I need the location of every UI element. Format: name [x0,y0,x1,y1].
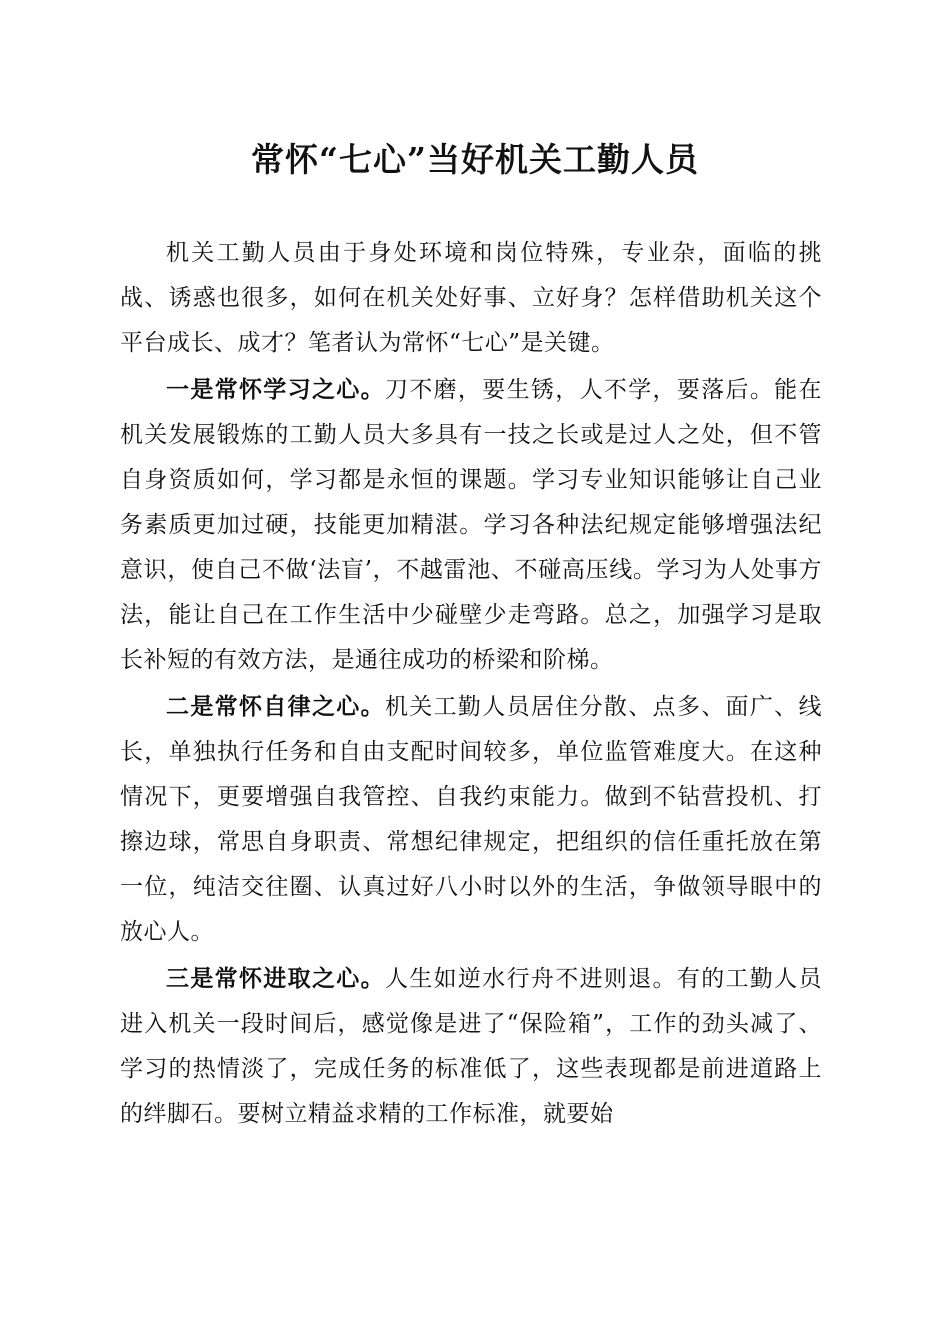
paragraph-text: 人生如逆水行舟不进则退。有的工勤人员进入机关一段时间后，感觉像是进了“保险箱”，工作的劲头减了、学习的热情淡了，完成任务的标准低了，这些表现都是前进道路上的绊脚石。要树立精益求精的工作标准，就要始 [120,966,823,1127]
paragraph-lead: 二是常怀自律之心。 [166,693,385,720]
paragraph-lead: 三是常怀进取之心。 [166,965,385,992]
paragraph-learning [120,367,822,683]
paragraph-text: 机关工勤人员由于身处环境和岗位特殊，专业杂，面临的挑战、诱惑也很多，如何在机关处好事、立好身？怎样借助机关这个平台成长、成才？笔者认为常怀“七心”是关键。 [120,240,822,356]
document-body [120,230,822,1137]
page-title: 常怀“七心”当好机关工勤人员 [251,140,699,179]
paragraph-enterprising [120,956,822,1137]
paragraph-self-discipline [120,684,822,955]
paragraph-text: 机关工勤人员居住分散、点多、面广、线长，单独执行任务和自由支配时间较多，单位监管难度大。在这种情况下，更要增强自我管控、自我约束能力。做到不钻营投机、打擦边球，常思自身职责、常想纪律规定，把组织的信任重托放在第一位，纯洁交往圈、认真过好八小时以外的生活，争做领导眼中的放心人。 [120,694,823,945]
paragraph-lead: 一是常怀学习之心。 [166,376,385,403]
paragraph-text: 刀不磨，要生锈，人不学，要落后。能在机关发展锻炼的工勤人员大多具有一技之长或是过人之处，但不管自身资质如何，学习都是永恒的课题。学习专业知识能够让自己业务素质更加过硬，技能更加精湛。学习各种法纪规定能够增强法纪意识，使自己不做‘法盲’，不越雷池、不碰高压线。学习为人处事方法，能让自己在工作生活中少碰壁少走弯路。总之，加强学习是取长补短的有效方法，是通往成功的桥梁和阶梯。 [120,377,823,673]
paragraph-intro [120,230,822,366]
